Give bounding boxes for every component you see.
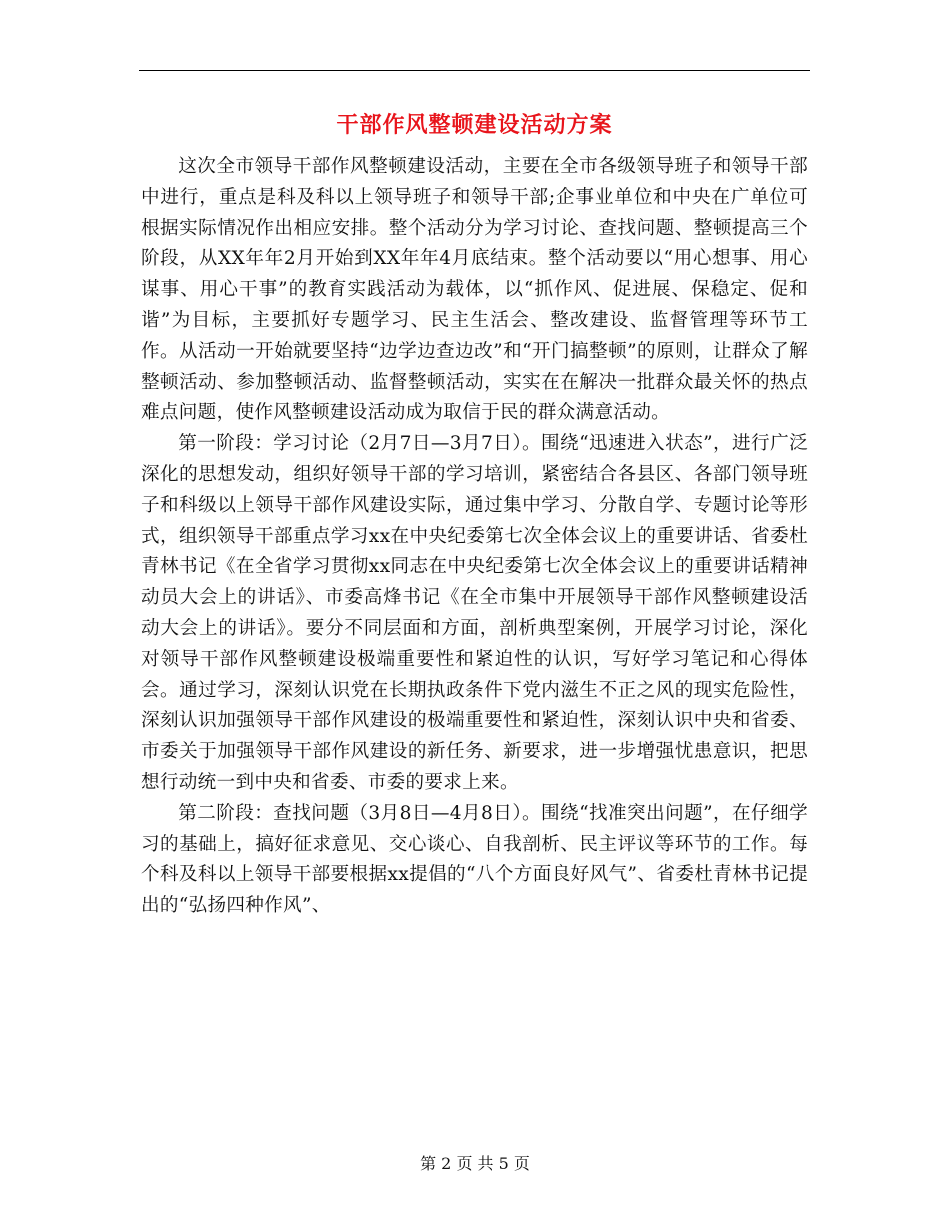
paragraph-stage-two: 第二阶段：查找问题（3月8日—4月8日）。围绕“找准突出问题”，在仔细学习的基础上，搞好征求意见、交心谈心、自我剖析、民主评议等环节的工作。每个科及科以上领导干部要根据xx提倡的“八个方面良好风气”、省委杜青林书记提出的“弘扬四种作风”、 — [141, 802, 808, 917]
page-footer: 第 2 页 共 5 页 — [420, 1154, 530, 1173]
header-rule — [139, 70, 810, 71]
paragraph-intro: 这次全市领导干部作风整顿建设活动，主要在全市各级领导班子和领导干部中进行，重点是科及科以上领导班子和领导干部;企事业单位和中央在广单位可根据实际情况作出相应安排。整个活动分为学习讨论、查找问题、整顿提高三个阶段，从XX年年2月开始到XX年年4月底结束。整个活动要以“用心想事、用心谋事、用心干事”的教育实践活动为载体，以“抓作风、促进展、保稳定、促和谐”为目标，主要抓好专题学习、民主生活会、整改建设、监督管理等环节工作。从活动一开始就要坚持“边学边查边改”和“开门搞整顿”的原则，让群众了解整顿活动、参加整顿活动、监督整顿活动，实实在在解决一批群众最关怀的热点难点问题，使作风整顿建设活动成为取信于民的群众满意活动。 — [141, 156, 808, 424]
document-body — [141, 152, 808, 922]
document-title: 干部作风整顿建设活动方案 — [336, 112, 613, 138]
paragraph-stage-one: 第一阶段：学习讨论（2月7日—3月7日）。围绕“迅速进入状态”，进行广泛深化的思想发动，组织好领导干部的学习培训，紧密结合各县区、各部门领导班子和科级以上领导干部作风建设实际，通过集中学习、分散自学、专题讨论等形式，组织领导干部重点学习xx在中央纪委第七次全体会议上的重要讲话、省委杜青林书记《在全省学习贯彻xx同志在中央纪委第七次全体会议上的重要讲话精神动员大会上的讲话》、市委高烽书记《在全市集中开展领导干部作风整顿建设活动大会上的讲话》。要分不同层面和方面，剖析典型案例，开展学习讨论，深化对领导干部作风整顿建设极端重要性和紧迫性的认识，写好学习笔记和心得体会。通过学习，深刻认识党在长期执政条件下党内滋生不正之风的现实危险性，深刻认识加强领导干部作风建设的极端重要性和紧迫性，深刻认识中央和省委、市委关于加强领导干部作风建设的新任务、新要求，进一步增强忧患意识，把思想行动统一到中央和省委、市委的要求上来。 — [141, 433, 808, 793]
